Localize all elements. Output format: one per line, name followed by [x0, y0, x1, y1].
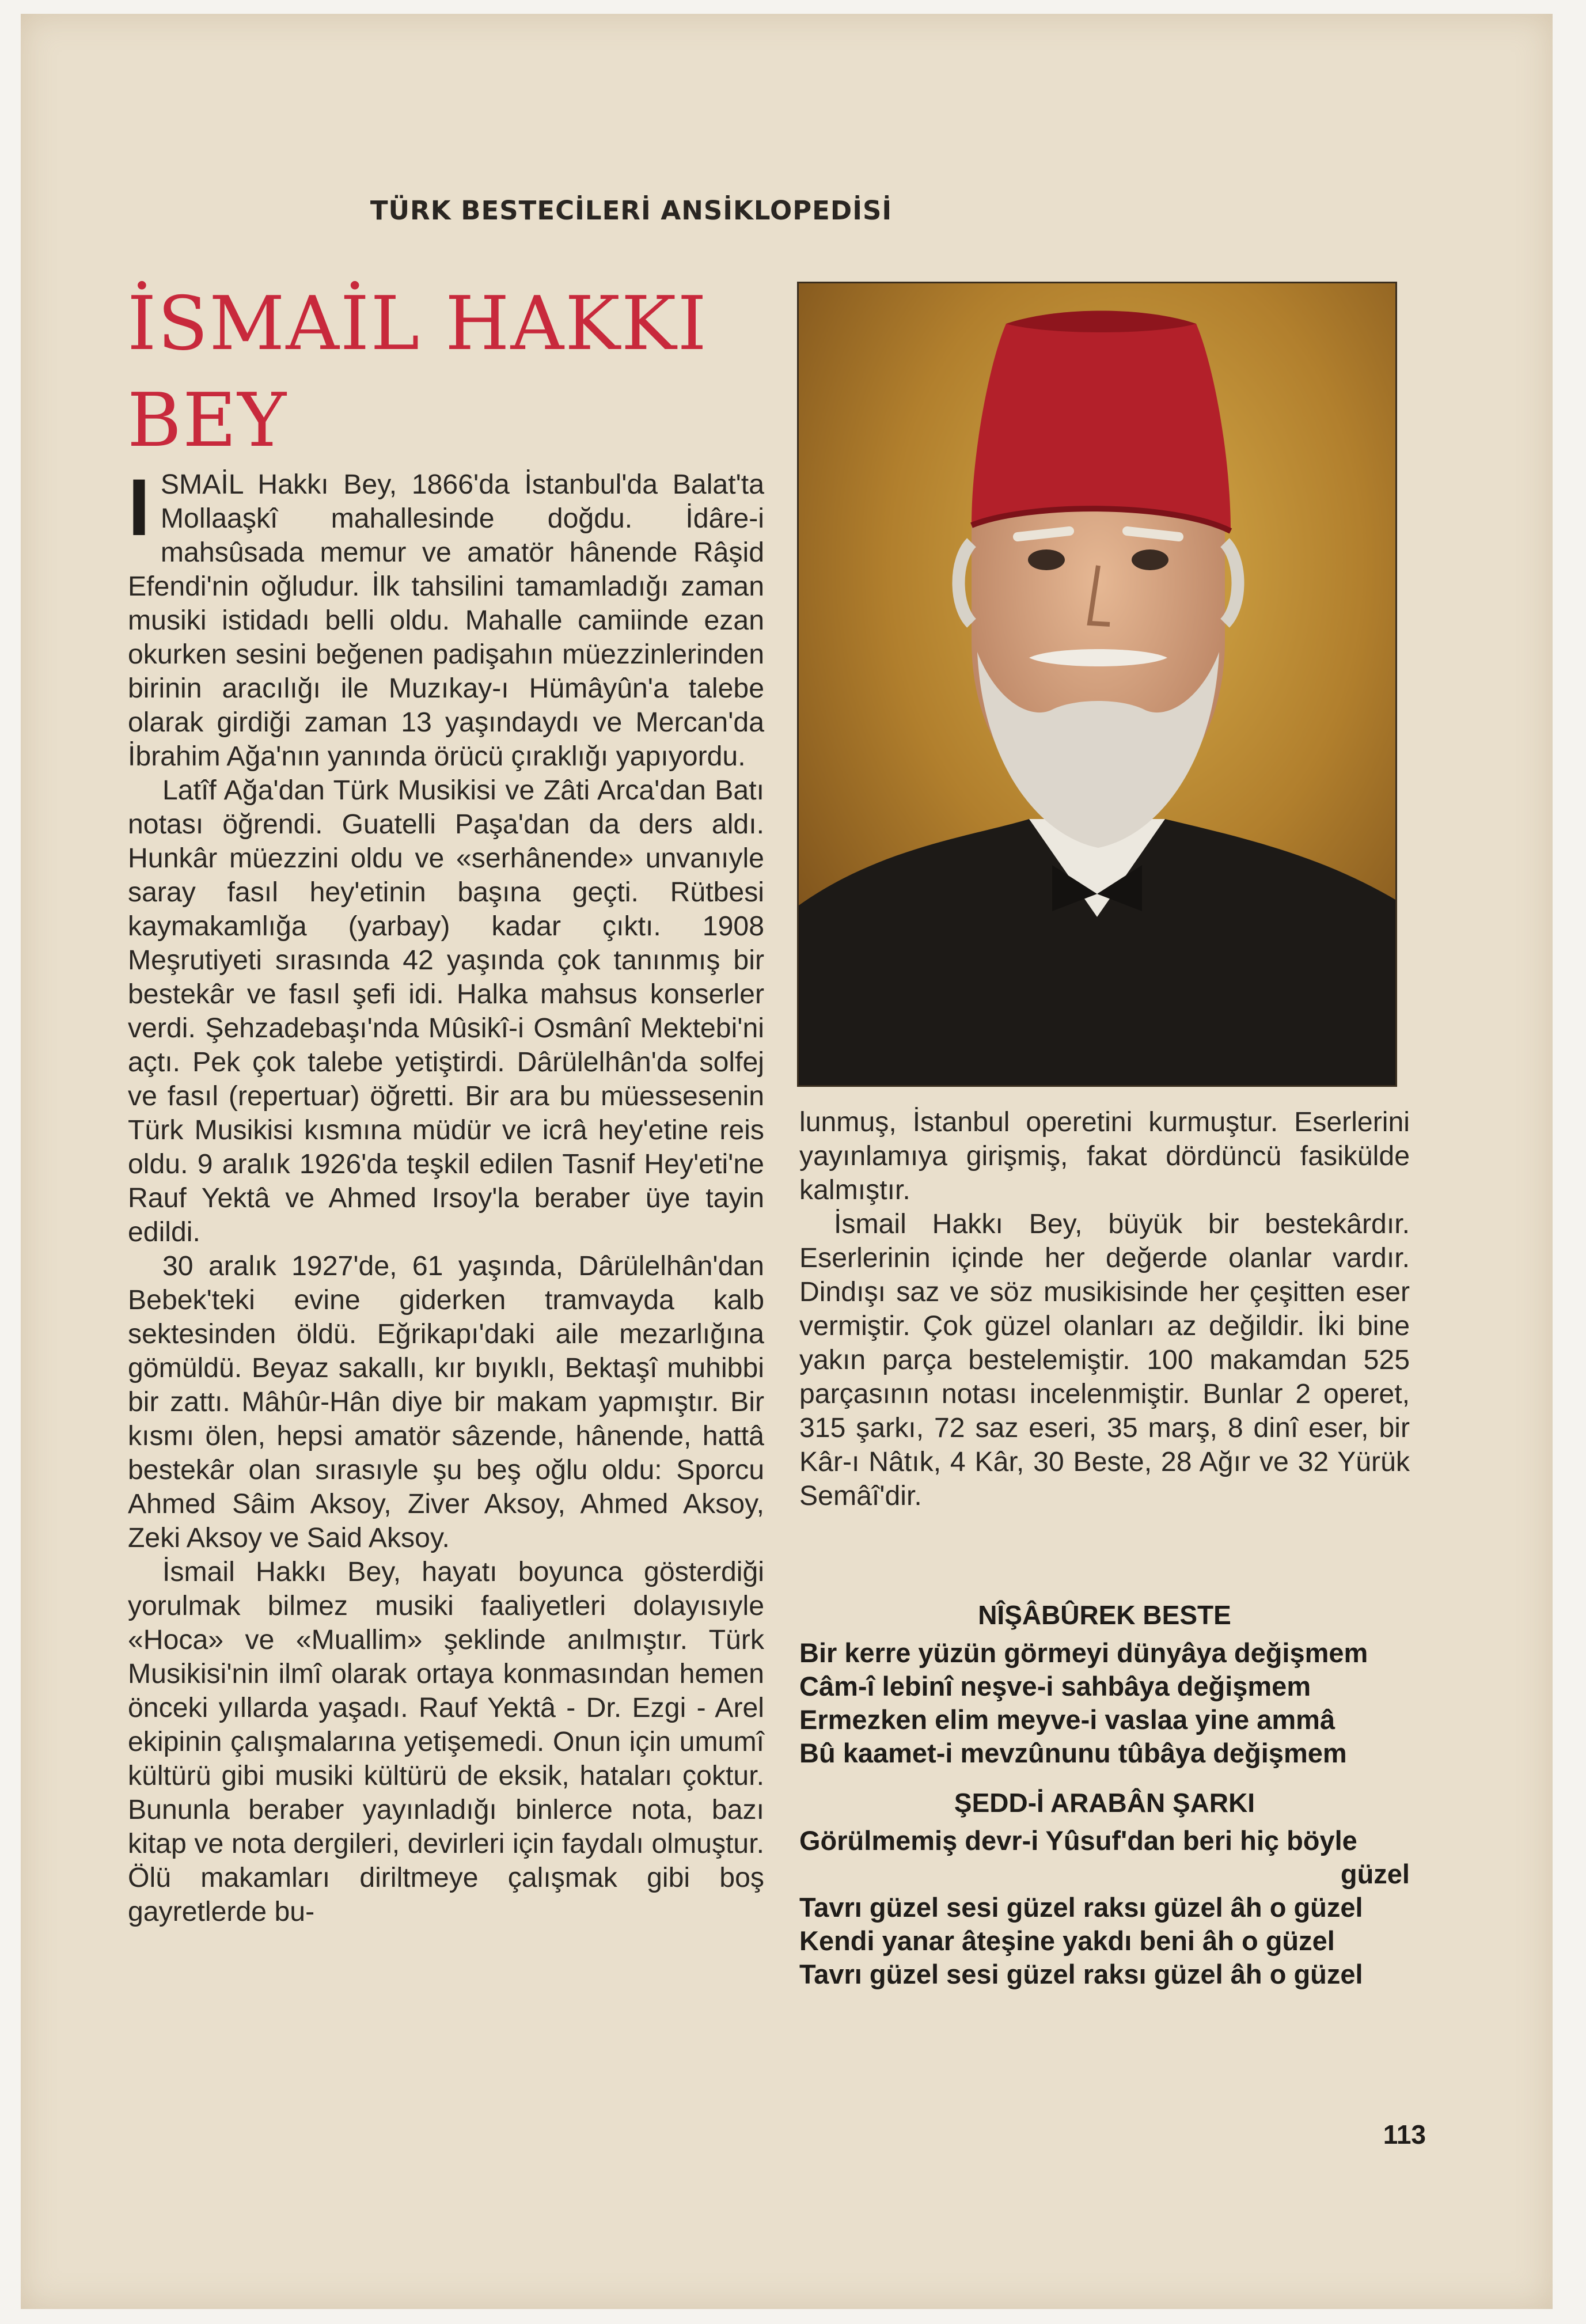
poem-1-line: Bû kaamet-i mevzûnunu tûbâya değişmem	[799, 1738, 1347, 1768]
paragraph-2: Latîf Ağa'dan Türk Musikisi ve Zâti Arca'dan Batı notası öğrendi. Guatelli Paşa'dan da ders aldı. Hunkâr müezzini oldu ve «serhânende» unvanıyle saray fasıl hey'etinin başına geçti. Rütbesi kaymakamlığa (yarbay) kadar çıktı. 1908 Meşrutiyeti sırasında 42 yaşında çok tanınmış bir bestekâr ve fasıl şefi idi. Halka mahsus konserler verdi. Şehzadebaşı'nda Mûsikî-i Osmânî Mektebi'ni açtı. Pek çok talebe yetiştirdi. Dârülelhân'da solfej ve fasıl (repertuar) öğretti. Bir ara bu müessesenin Türk Musikisi kısmına müdür ve icrâ hey'etine reis oldu. 9 aralık 1926'da teşkil edilen Tasnif Hey'eti'ne Rauf Yektâ ve Ahmed Irsoy'la beraber üye tayin edildi.	[128, 775, 764, 1248]
paragraph-3: 30 aralık 1927'de, 61 yaşında, Dârülelhân'dan Bebek'teki evine giderken tramvayda kalb sektesinden öldü. Eğrikapı'daki aile mezarlığına gömüldü. Beyaz sakallı, kır bıyıklı, Bektaşî muhibbi bir zattı. Mâhûr-Hân diye bir makam yapmıştır. Bir kısmı ölen, hepsi amatör sâzende, hânende, hattâ bestekâr olan sırasıyle şu beş oğlu oldu: Sporcu Ahmed Sâim Aksoy, Ziver Aksoy, Ahmed Aksoy, Zeki Aksoy ve Said Aksoy.	[128, 1250, 764, 1553]
paragraph-5: lunmuş, İstanbul operetini kurmuştur. Eserlerini yayınlamıya girişmiş, fakat dördüncü fasikülde kalmıştır.	[799, 1106, 1410, 1205]
poem-1-line: Câm-î lebinî neşve-i sahbâya değişmem	[799, 1671, 1311, 1701]
paragraph-6: İsmail Hakkı Bey, büyük bir bestekârdır. Eserlerinin içinde her değerde olanlar vardır. Dindışı saz ve söz musikisinde her çeşitten eser vermiştir. Çok güzel olanları az değildir. İki bine yakın parça bestelemiştir. 100 makamdan 525 parçasının notası incelenmiştir. Bunlar 2 operet, 315 şarkı, 72 saz eseri, 35 marş, 8 dinî eser, bir Kâr-ı Nâtık, 4 Kâr, 30 Beste, 28 Ağır ve 32 Yürük Semâî'dir.	[799, 1208, 1410, 1511]
dropcap: I	[128, 462, 150, 552]
title-line-2: BEY	[127, 378, 287, 464]
poem-2-line: Kendi yanar âteşine yakdı beni âh o güzel	[799, 1925, 1335, 1956]
right-text	[799, 1105, 1410, 1513]
page-number: 113	[1383, 2120, 1426, 2149]
poem-2-line: Tavrı güzel sesi güzel raksı güzel âh o güzel	[799, 1959, 1363, 1989]
portrait-image	[797, 282, 1397, 1087]
left-column	[128, 462, 764, 1929]
poem-2-line: Görülmemiş devr-i Yûsuf'dan beri hiç böyle	[799, 1825, 1357, 1856]
right-column	[799, 1105, 1410, 1991]
article-title	[127, 276, 761, 469]
portrait-illustration	[799, 283, 1395, 1085]
poem-1-line: Bir kerre yüzün görmeyi dünyâya değişmem	[799, 1637, 1368, 1668]
poem-2-line: Tavrı güzel sesi güzel raksı güzel âh o güzel	[799, 1892, 1363, 1923]
paragraph-1	[128, 462, 764, 774]
paragraph-1-text: SMAİL Hakkı Bey, 1866'da İstanbul'da Balat'ta Mollaaşkî mahallesinde doğdu. İdâre-i mahsûsada memur ve amatör hânende Râşid Efendi'nin oğludur. İlk tahsilini tamamladığı zaman musiki istidadı belli oldu. Mahalle camiinde ezan okurken sesini beğenen padişahın müezzinlerinden birinin aracılığı ile Muzıkay-ı Hümâyûn'a talebe olarak girdiği zaman 13 yaşındaydı ve Mercan'da İbrahim Ağa'nın yanında örücü çıraklığı yapıyordu.	[128, 469, 764, 772]
poem-1	[799, 1636, 1410, 1770]
poem-2-line-cont: güzel	[1340, 1859, 1410, 1889]
magazine-page	[21, 14, 1553, 2309]
poem-2	[799, 1824, 1410, 1991]
poem-2-title: ŞEDD-İ ARABÂN ŞARKI	[954, 1788, 1255, 1818]
poem-1-title: NÎŞÂBÛREK BESTE	[978, 1600, 1231, 1630]
paragraph-4: İsmail Hakkı Bey, hayatı boyunca gösterdiği yorulmak bilmez musiki faaliyetleri dolayısıyle «Hoca» ve «Muallim» şeklinde anılmıştır. Türk Musikisi'nin ilmî olarak ortaya konmasından hemen önceki yıllarda yaşadı. Rauf Yektâ - Dr. Ezgi - Arel ekipinin çalışmalarına yetişemedi. Onun için umumî kültürü gibi musiki kültürü de eksik, hataları çoktur. Bununla beraber yayınladığı binlerce nota, bazı kitap ve nota dergileri, devirleri için faydalı olmuştur. Ölü makamları diriltmeye çalışmak gibi boş gayretlerde bu-	[128, 1556, 764, 1927]
title-line-1: İSMAİL HAKKI	[127, 281, 708, 367]
running-head: TÜRK BESTECİLERİ ANSİKLOPEDİSİ	[370, 195, 893, 226]
poem-1-line: Ermezken elim meyve-i vaslaa yine ammâ	[799, 1704, 1335, 1735]
